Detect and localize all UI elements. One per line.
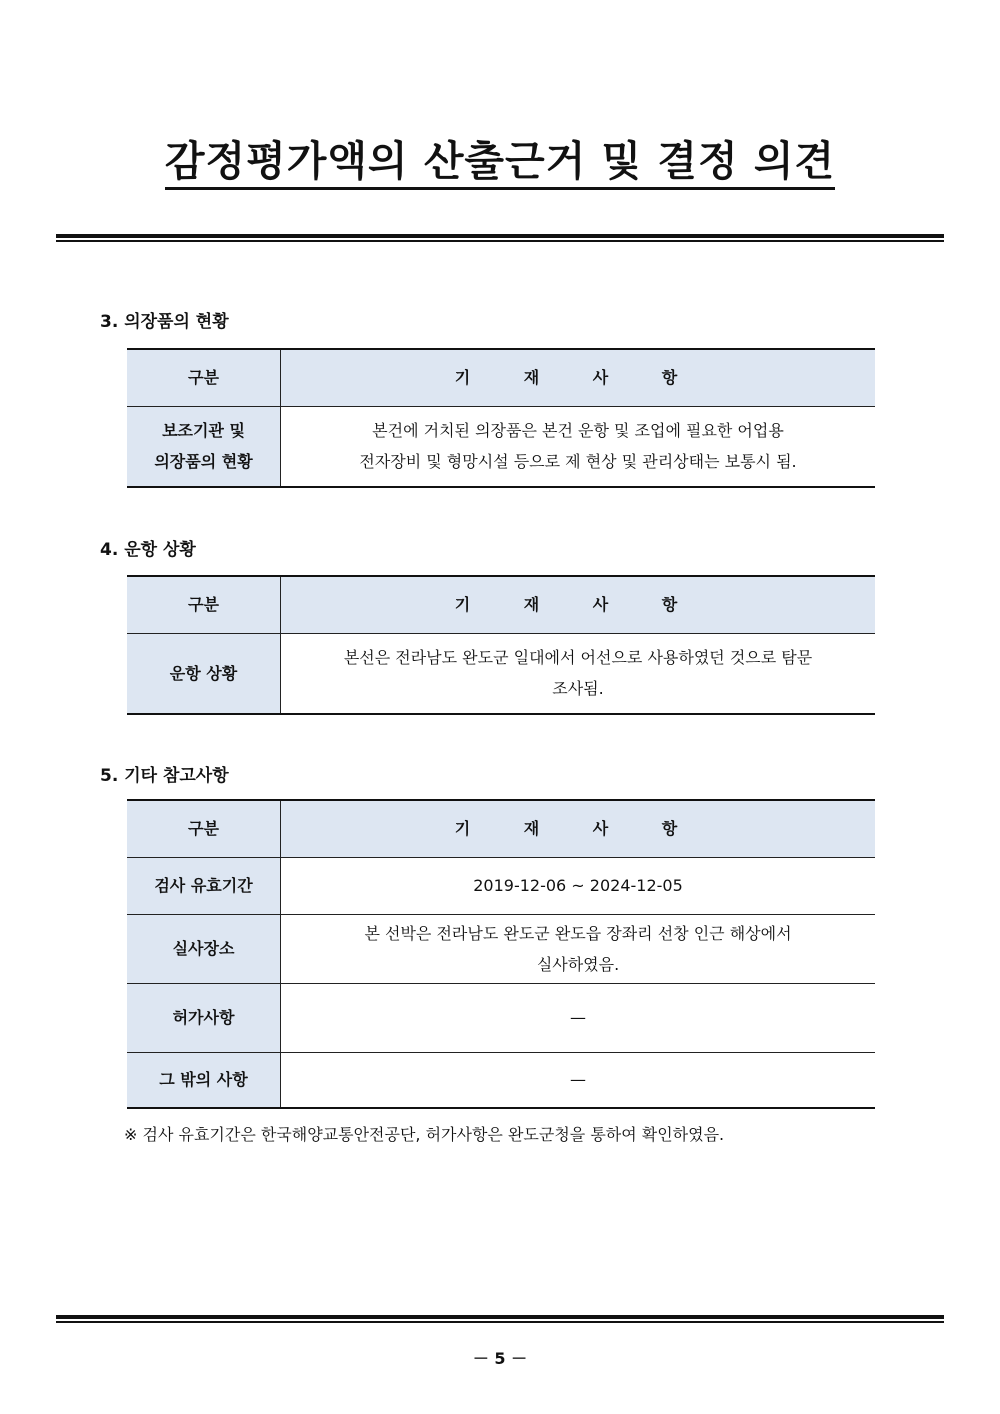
section-heading-3: 3. 의장품의 현황: [100, 312, 229, 332]
col-header-category: 구분: [127, 800, 281, 857]
col-header-details: 기 재 사 항: [281, 576, 876, 633]
section-heading-5: 5. 기타 참고사항: [100, 766, 229, 786]
table-header-row: [127, 576, 875, 633]
footnote: ※ 검사 유효기간은 한국해양교통안전공단, 허가사항은 완도군청을 통하여 확인하였음.: [124, 1125, 725, 1144]
page-title: [0, 128, 1000, 187]
table-row: [127, 406, 875, 487]
table-other-references: [127, 799, 875, 1109]
row-label: 실사장소: [127, 914, 281, 983]
table-row: [127, 983, 875, 1052]
bottom-double-rule: [56, 1315, 944, 1323]
row-label: 운항 상황: [127, 633, 281, 714]
row-content: 본건에 거치된 의장품은 본건 운항 및 조업에 필요한 어업용 전자장비 및 형망시설 등으로 제 현상 및 관리상태는 보통시 됨.: [281, 406, 876, 487]
table-row: [127, 1052, 875, 1108]
table-header-row: [127, 800, 875, 857]
table-row: [127, 857, 875, 914]
table-equipment-status: [127, 348, 875, 488]
table-row: [127, 633, 875, 714]
row-content: 2019-12-06 ~ 2024-12-05: [281, 857, 876, 914]
row-label: 보조기관 및 의장품의 현황: [127, 406, 281, 487]
section-heading-4: 4. 운항 상황: [100, 540, 196, 560]
table-header-row: [127, 349, 875, 406]
top-double-rule: [56, 234, 944, 242]
page-number: － 5 －: [472, 1349, 528, 1368]
col-header-details: 기 재 사 항: [281, 800, 876, 857]
table-operation-status: [127, 575, 875, 715]
row-content: —: [281, 1052, 876, 1108]
col-header-category: 구분: [127, 349, 281, 406]
row-label: 허가사항: [127, 983, 281, 1052]
page-title-text: 감정평가액의 산출근거 및 결정 의견: [165, 137, 835, 190]
row-label: 그 밖의 사항: [127, 1052, 281, 1108]
col-header-details: 기 재 사 항: [281, 349, 876, 406]
row-content: —: [281, 983, 876, 1052]
col-header-category: 구분: [127, 576, 281, 633]
row-content: 본선은 전라남도 완도군 일대에서 어선으로 사용하였던 것으로 탐문 조사됨.: [281, 633, 876, 714]
row-label: 검사 유효기간: [127, 857, 281, 914]
table-row: [127, 914, 875, 983]
row-content: 본 선박은 전라남도 완도군 완도읍 장좌리 선창 인근 해상에서 실사하였음.: [281, 914, 876, 983]
